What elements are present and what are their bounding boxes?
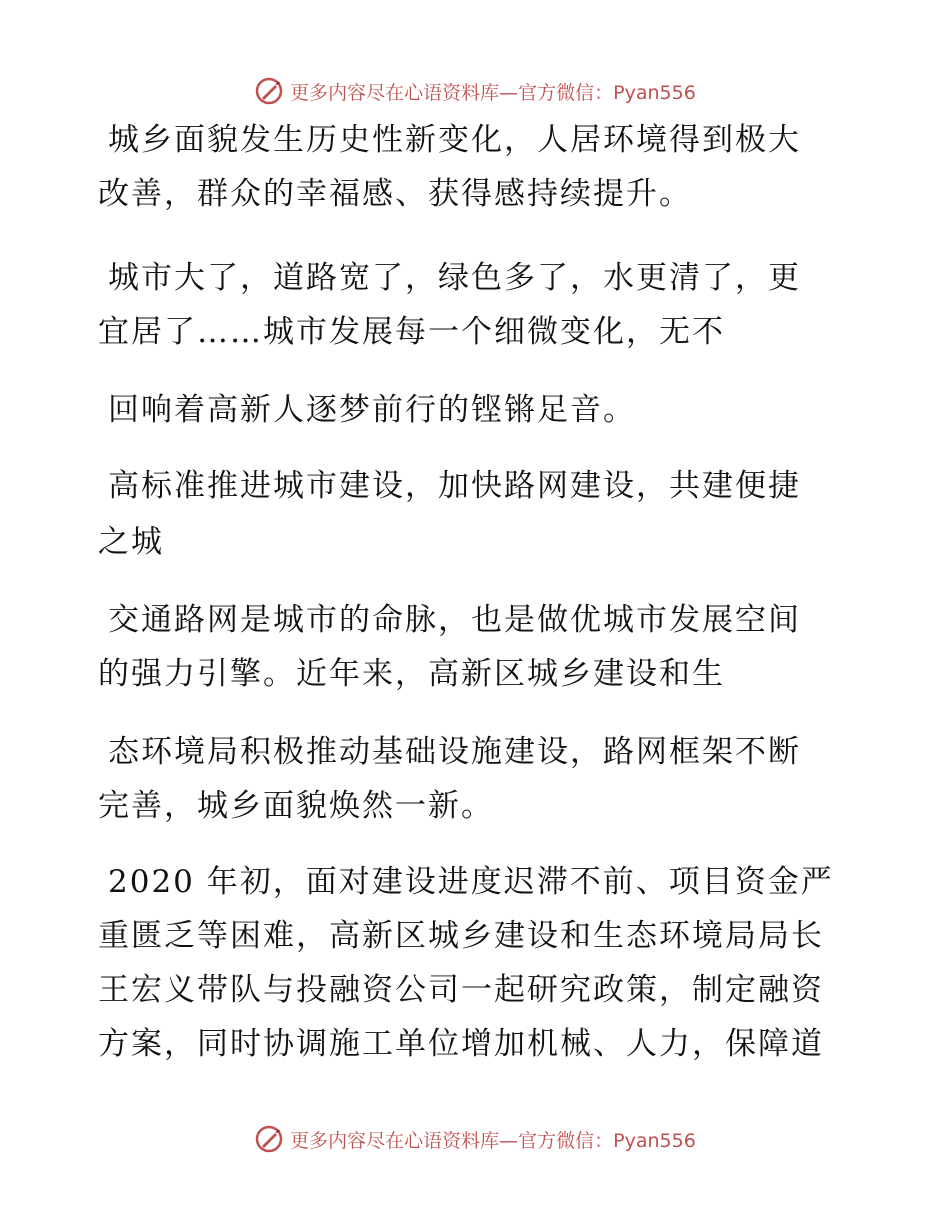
text-line: 回响着高新人逐梦前行的铿锵足音。	[108, 392, 636, 428]
text-line: 完善，城乡面貌焕然一新。	[98, 788, 494, 824]
section-heading: 之城	[98, 524, 164, 560]
text-line: 的强力引擎。近年来，高新区城乡建设和生	[98, 656, 725, 692]
header-watermark	[0, 74, 950, 108]
watermark-text: 更多内容尽在心语资料库—官方微信：Pyan556	[290, 81, 696, 104]
text-line: 方案，同时协调施工单位增加机械、人力，保障道	[98, 1026, 824, 1062]
watermark-text: 更多内容尽在心语资料库—官方微信：Pyan556	[290, 1129, 696, 1152]
text-line: 交通路网是城市的命脉，也是做优城市发展空间	[108, 602, 801, 638]
text-line: 城乡面貌发生历史性新变化，人居环境得到极大	[108, 122, 801, 158]
section-heading: 高标准推进城市建设，加快路网建设，共建便捷	[108, 468, 801, 504]
text-line: 2020 年初，面对建设进度迟滞不前、项目资金严	[108, 864, 834, 900]
text-line: 城市大了，道路宽了，绿色多了，水更清了，更	[108, 260, 801, 296]
quill-pen-logo-icon	[254, 1124, 284, 1154]
footer-watermark	[0, 1122, 950, 1156]
text-line: 重匮乏等困难，高新区城乡建设和生态环境局局长	[98, 918, 824, 954]
text-line: 王宏义带队与投融资公司一起研究政策，制定融资	[98, 972, 824, 1008]
text-line: 改善，群众的幸福感、获得感持续提升。	[98, 176, 692, 212]
text-line: 宜居了……城市发展每一个细微变化，无不	[98, 314, 725, 350]
text-line: 态环境局积极推动基础设施建设，路网框架不断	[108, 734, 801, 770]
quill-pen-logo-icon	[254, 76, 284, 106]
